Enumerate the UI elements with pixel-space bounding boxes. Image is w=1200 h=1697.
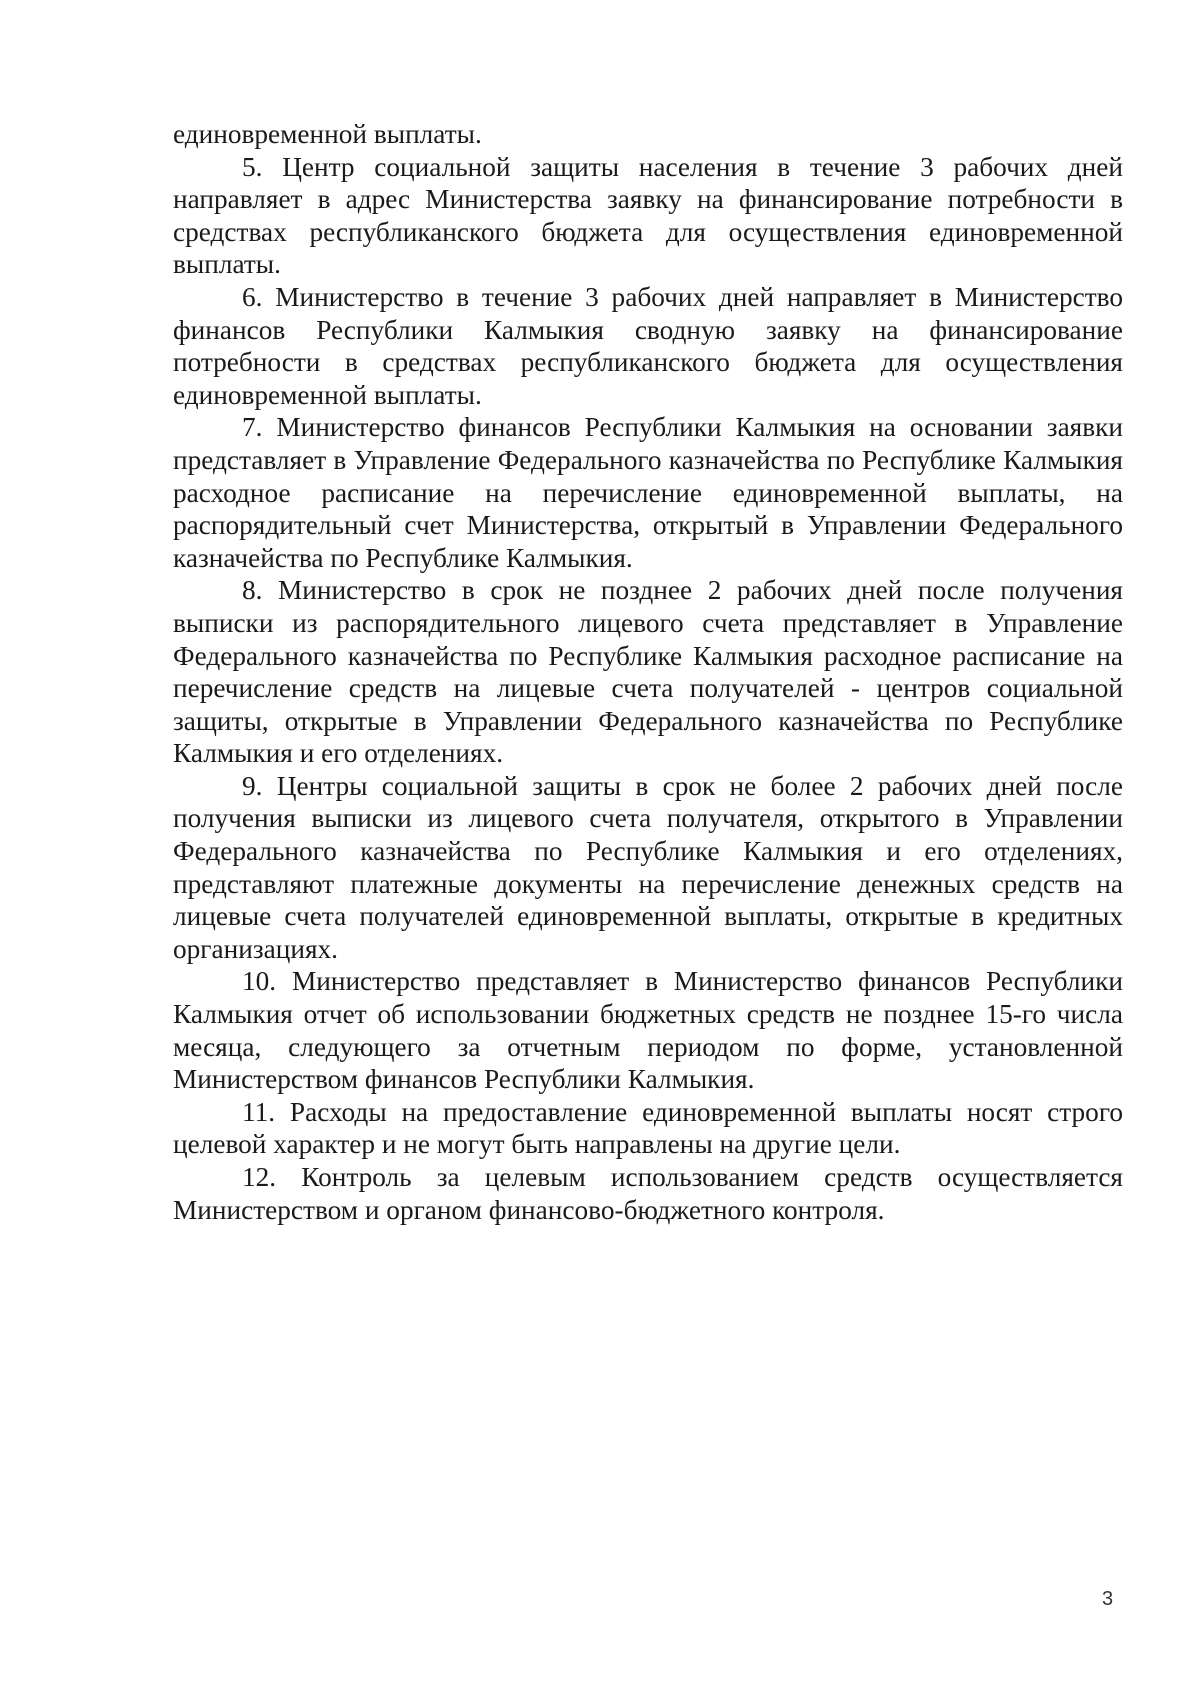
- paragraph-item-11: 11. Расходы на предоставление единовременной выплаты носят строго целевой характер и не могут быть направлены на другие цели.: [173, 1096, 1123, 1160]
- paragraph-item-5: 5. Центр социальной защиты населения в течение 3 рабочих дней направляет в адрес Министерства заявку на финансирование потребности в средствах республиканского бюджета для осуществления единовременной выплаты.: [173, 151, 1123, 280]
- paragraph-item-10: 10. Министерство представляет в Министерство финансов Республики Калмыкия отчет об использовании бюджетных средств не позднее 15-го числа месяца, следующего за отчетным периодом по форме, установленной Министерством финансов Республики Калмыкия.: [173, 966, 1123, 1095]
- paragraph-continuation: единовременной выплаты.: [173, 119, 482, 149]
- document-body: [173, 118, 1123, 1226]
- paragraph-item-7: 7. Министерство финансов Республики Калмыкия на основании заявки представляет в Управление Федерального казначейства по Республике Калмыкия расходное расписание на перечисление единовременной выплаты, на распорядительный счет Министерства, открытый в Управлении Федерального казначейства по Республике Калмыкия.: [173, 412, 1123, 573]
- paragraph-item-6: 6. Министерство в течение 3 рабочих дней направляет в Министерство финансов Республики Калмыкия сводную заявку на финансирование потребности в средствах республиканского бюджета для осуществления единовременной выплаты.: [173, 281, 1123, 410]
- paragraph-item-12: 12. Контроль за целевым использованием средств осуществляется Министерством и органом финансово-бюджетного контроля.: [173, 1162, 1123, 1225]
- paragraph-item-9: 9. Центры социальной защиты в срок не более 2 рабочих дней после получения выписки из лицевого счета получателя, открытого в Управлении Федерального казначейства по Республике Калмыкия и его отделениях, представляют платежные документы на перечисление денежных средств на лицевые счета получателей единовременной выплаты, открытые в кредитных организациях.: [173, 770, 1123, 964]
- paragraph-item-8: 8. Министерство в срок не позднее 2 рабочих дней после получения выписки из распорядительного лицевого счета представляет в Управление Федерального казначейства по Республике Калмыкия расходное расписание на перечисление средств на лицевые счета получателей - центров социальной защиты, открытые в Управлении Федерального казначейства по Республике Калмыкия и его отделениях.: [173, 575, 1123, 769]
- page-number: 3: [1102, 1588, 1114, 1610]
